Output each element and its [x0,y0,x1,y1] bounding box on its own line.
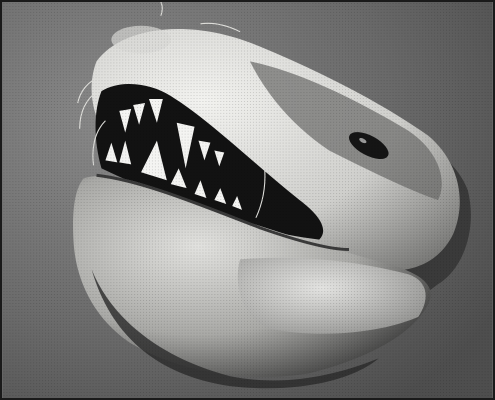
halftone-texture [2,2,492,398]
animal-head-photo [2,2,493,398]
